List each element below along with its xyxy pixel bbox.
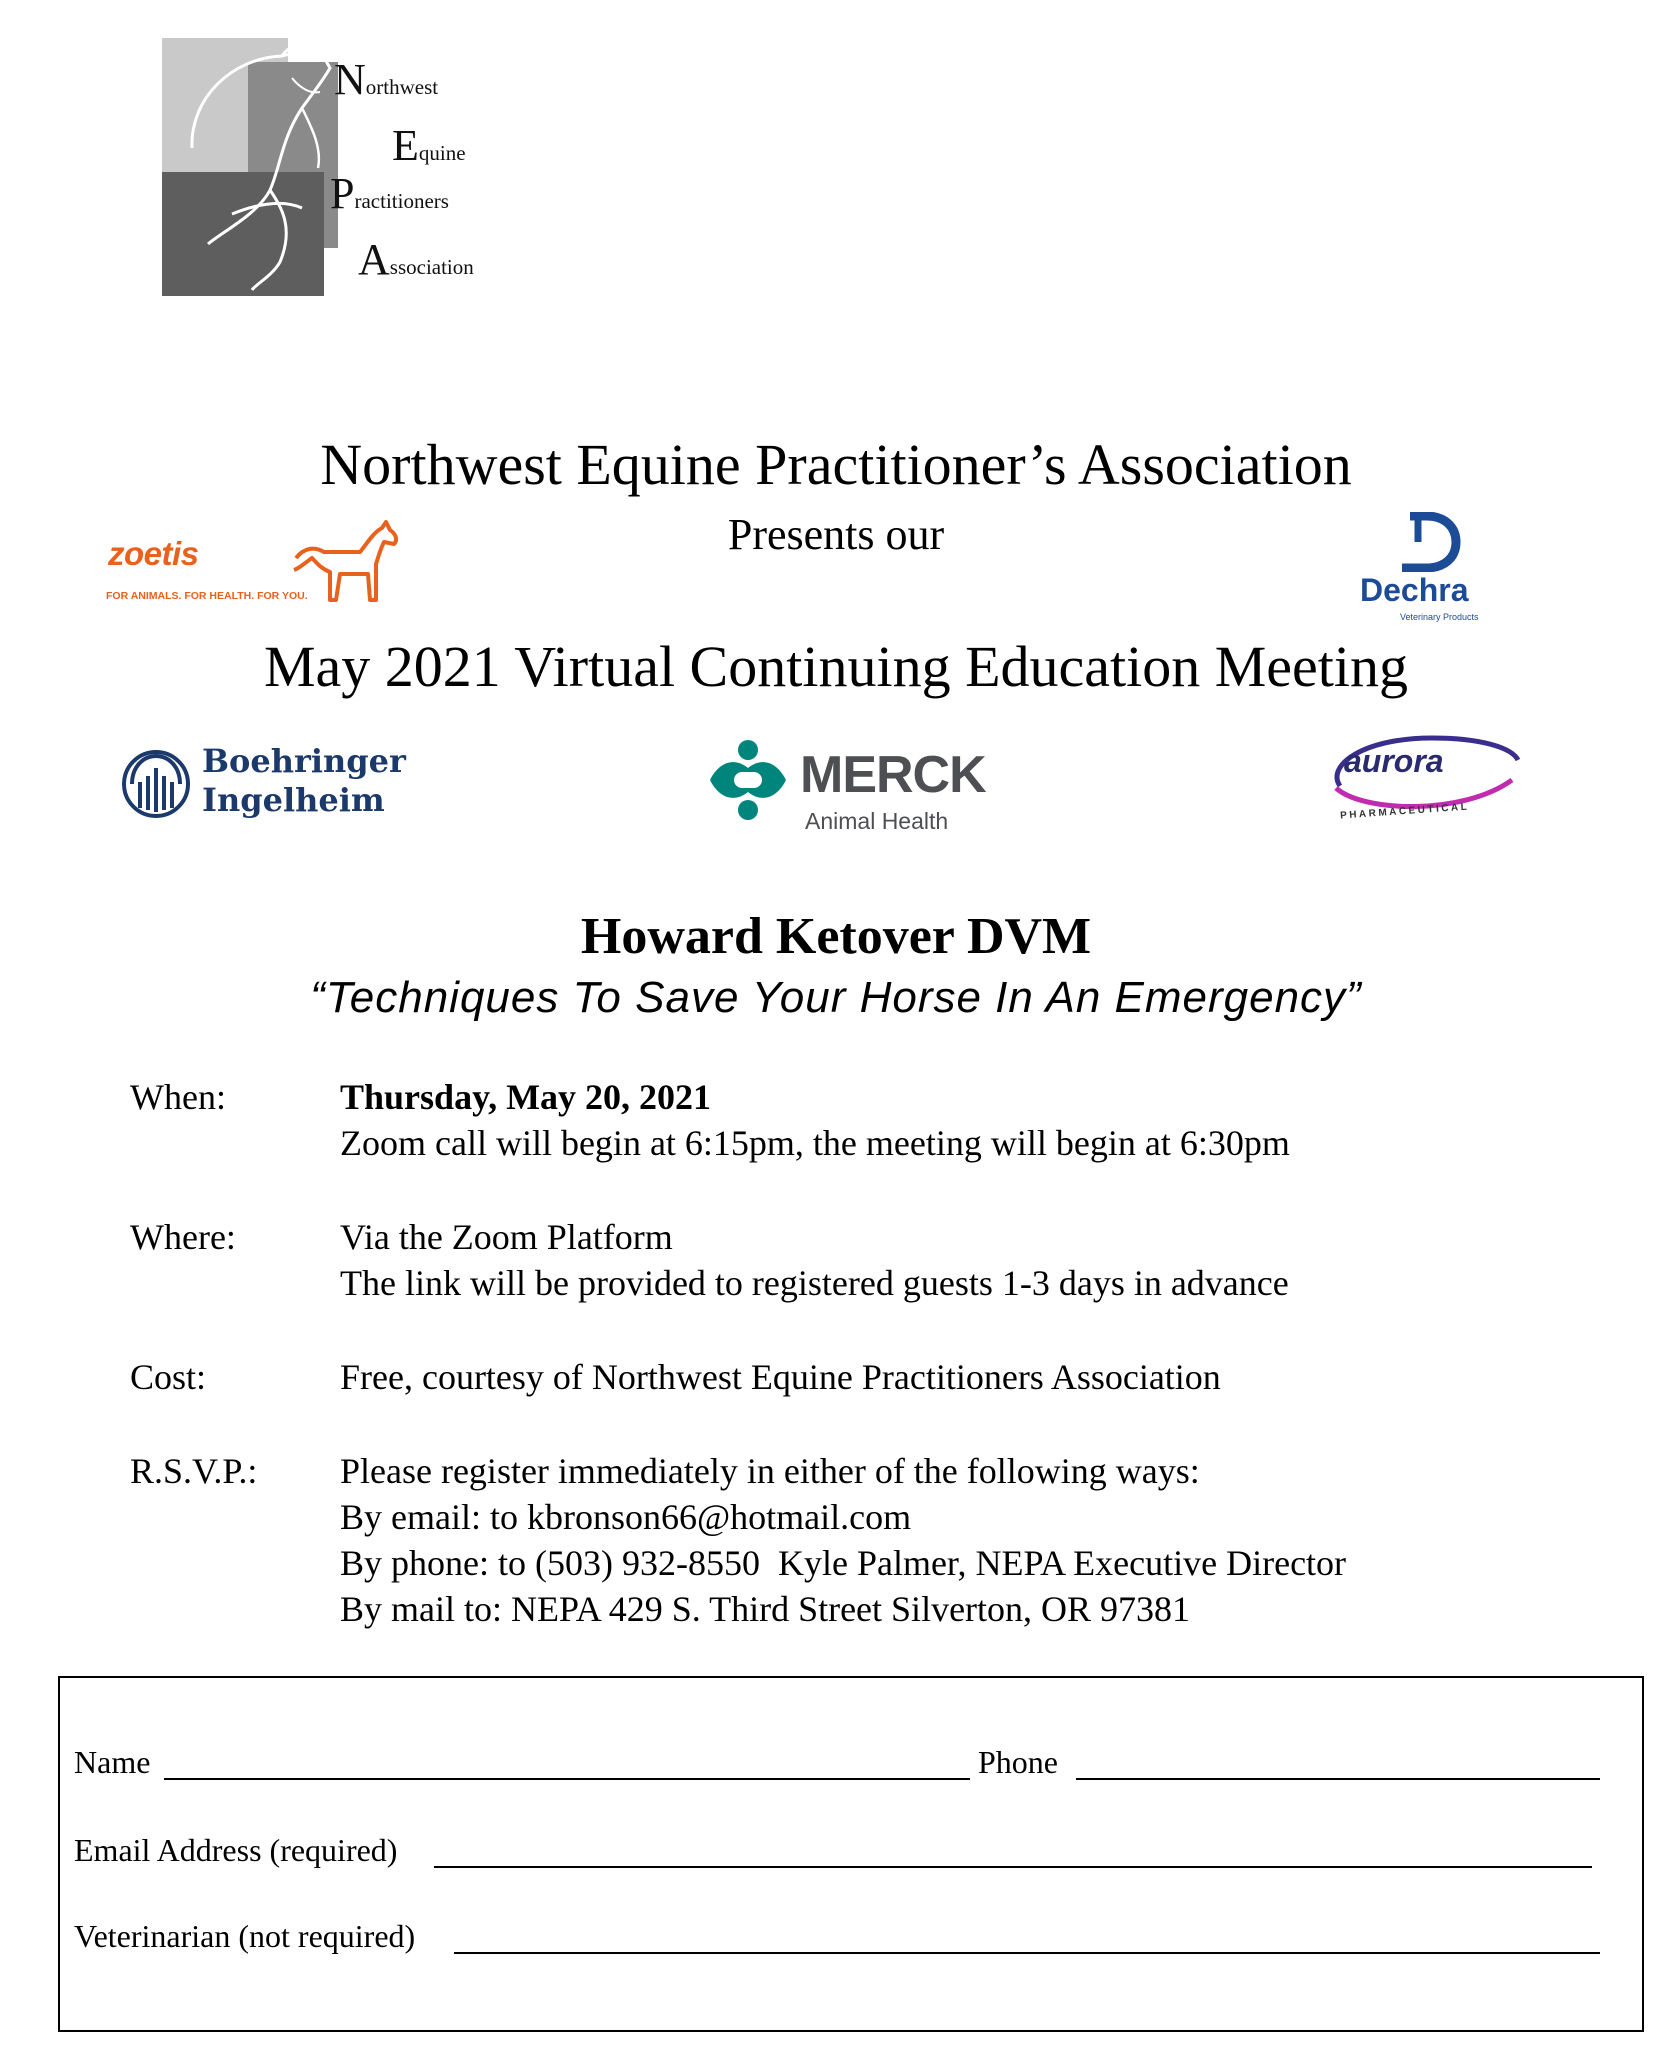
logo-line-equine: Equine (392, 121, 466, 170)
when-date: Thursday, May 20, 2021 (340, 1077, 712, 1117)
boehringer-line2: Ingelheim (202, 781, 385, 819)
where-platform: Via the Zoom Platform (340, 1217, 673, 1257)
logo-line-practitioners: Practitioners (330, 169, 449, 218)
cost-value: Free, courtesy of Northwest Equine Practitioners Association (340, 1357, 1221, 1397)
rsvp-label: R.S.V.P.: (130, 1451, 258, 1491)
logo-line-association: Association (358, 235, 474, 284)
rsvp-instructions: Please register immediately in either of the following ways: (340, 1451, 1200, 1491)
dechra-logo: Dechra (1360, 572, 1469, 608)
aurora-subtitle: PHARMACEUTICAL (1339, 801, 1470, 822)
cost-label: Cost: (130, 1357, 207, 1397)
dechra-mark-icon (1390, 512, 1462, 572)
boehringer-line1: Boehringer (202, 742, 406, 780)
meeting-title: May 2021 Virtual Continuing Education Meeting (263, 634, 1409, 699)
aurora-logo: aurora (1344, 743, 1444, 779)
when-time: Zoom call will begin at 6:15pm, the meeting will begin at 6:30pm (340, 1123, 1290, 1163)
rsvp-phone: By phone: to (503) 932-8550 Kyle Palmer, NEPA Executive Director (340, 1543, 1347, 1583)
registration-form (58, 1676, 1644, 2032)
where-label: Where: (130, 1217, 236, 1257)
rsvp-email[interactable]: By email: to kbronson66@hotmail.com (340, 1497, 912, 1537)
nepa-logo (162, 38, 512, 302)
zoetis-logo: zoetis (108, 535, 199, 572)
boehringer-mark-icon (118, 746, 194, 822)
dechra-tagline: Veterinary Products (1400, 612, 1479, 622)
phone-field[interactable] (1076, 1778, 1600, 1780)
zoetis-tagline: FOR ANIMALS. FOR HEALTH. FOR YOU. (106, 590, 308, 602)
logo-line-northwest: Northwest (334, 55, 439, 104)
merck-mark-icon (708, 740, 788, 820)
where-link-note: The link will be provided to registered guests 1-3 days in advance (340, 1263, 1289, 1303)
merck-subtitle: Animal Health (805, 808, 949, 834)
name-field[interactable] (164, 1778, 970, 1780)
veterinarian-field[interactable] (454, 1952, 1600, 1954)
name-label: Name (74, 1744, 151, 1780)
rsvp-mail: By mail to: NEPA 429 S. Third Street Silverton, OR 97381 (340, 1589, 1191, 1629)
boehringer-logo (202, 742, 406, 820)
phone-label: Phone (978, 1744, 1058, 1780)
zoetis-horse-icon (290, 518, 402, 606)
talk-title: “Techniques To Save Your Horse In An Emergency” (310, 973, 1362, 1022)
speaker-name: Howard Ketover DVM (580, 908, 1092, 965)
association-title: Northwest Equine Practitioner’s Association (320, 432, 1352, 497)
when-label: When: (130, 1077, 226, 1117)
veterinarian-label: Veterinarian (not required) (74, 1918, 416, 1954)
presents-text: Presents our (727, 510, 945, 559)
email-label: Email Address (required) (74, 1832, 398, 1868)
email-field[interactable] (434, 1866, 1592, 1868)
merck-logo: MERCK (800, 746, 986, 804)
